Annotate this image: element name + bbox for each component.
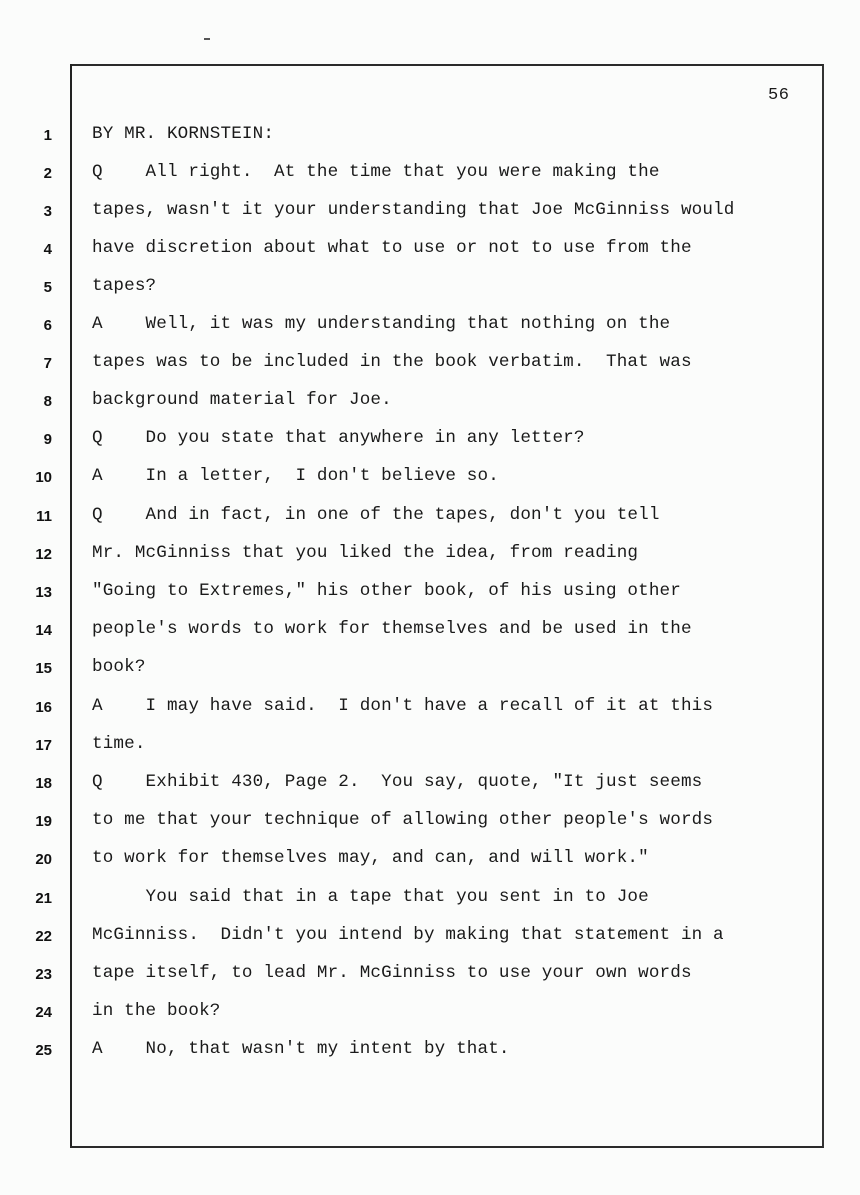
line-text: A I may have said. I don't have a recall of it at this: [92, 696, 714, 716]
line-number: 24: [35, 1004, 52, 1021]
transcript-line: [0, 238, 860, 279]
transcript-line: [0, 505, 860, 546]
line-number: 8: [43, 393, 52, 410]
transcript-line: [0, 772, 860, 813]
line-number: 14: [35, 622, 52, 639]
line-number: 21: [35, 890, 52, 907]
transcript-line: [0, 276, 860, 317]
line-text: "Going to Extremes," his other book, of his using other: [92, 581, 681, 601]
line-text: McGinniss. Didn't you intend by making that statement in a: [92, 925, 724, 945]
line-text: tapes?: [92, 276, 157, 296]
transcript-line: [0, 925, 860, 966]
line-number: 15: [35, 660, 52, 677]
line-number: 12: [35, 546, 52, 563]
transcript-line: [0, 466, 860, 507]
line-text: tapes was to be included in the book verbatim. That was: [92, 352, 692, 372]
line-text: Mr. McGinniss that you liked the idea, from reading: [92, 543, 639, 563]
line-number: 25: [35, 1042, 52, 1059]
line-text: A No, that wasn't my intent by that.: [92, 1039, 510, 1059]
transcript-line: [0, 543, 860, 584]
line-number: 19: [35, 813, 52, 830]
transcript-line: [0, 162, 860, 203]
line-number: 20: [35, 851, 52, 868]
line-text: Q All right. At the time that you were making the: [92, 162, 660, 182]
transcript-line: [0, 657, 860, 698]
page-number: 56: [768, 86, 790, 105]
line-text: to work for themselves may, and can, and will work.": [92, 848, 649, 868]
transcript-line: [0, 124, 860, 165]
line-text: in the book?: [92, 1001, 221, 1021]
line-number: 7: [43, 355, 52, 372]
transcript-line: [0, 200, 860, 241]
line-text: book?: [92, 657, 146, 677]
line-text: people's words to work for themselves and be used in the: [92, 619, 692, 639]
transcript-line: [0, 1001, 860, 1042]
line-text: A Well, it was my understanding that nothing on the: [92, 314, 671, 334]
line-number: 22: [35, 928, 52, 945]
line-text: Q And in fact, in one of the tapes, don't you tell: [92, 505, 660, 525]
transcript-line: [0, 428, 860, 469]
line-number: 17: [35, 737, 52, 754]
line-text: time.: [92, 734, 146, 754]
transcript-line: [0, 734, 860, 775]
line-text: background material for Joe.: [92, 390, 392, 410]
transcript-line: [0, 1039, 860, 1080]
line-number: 6: [43, 317, 52, 334]
transcript-line: [0, 696, 860, 737]
transcript-line: [0, 810, 860, 851]
line-number: 13: [35, 584, 52, 601]
line-text: You said that in a tape that you sent in to Joe: [92, 887, 649, 907]
transcript-line: [0, 314, 860, 355]
line-number: 11: [36, 508, 52, 525]
line-number: 23: [35, 966, 52, 983]
line-text: have discretion about what to use or not to use from the: [92, 238, 692, 258]
line-text: tapes, wasn't it your understanding that Joe McGinniss would: [92, 200, 735, 220]
line-text: Q Exhibit 430, Page 2. You say, quote, "It just seems: [92, 772, 703, 792]
line-number: 3: [43, 203, 52, 220]
line-text: A In a letter, I don't believe so.: [92, 466, 499, 486]
transcript-line: [0, 887, 860, 928]
transcript-line: [0, 963, 860, 1004]
line-text: to me that your technique of allowing other people's words: [92, 810, 714, 830]
line-number: 1: [43, 127, 52, 144]
line-number: 5: [43, 279, 52, 296]
transcript-line: [0, 619, 860, 660]
line-number: 2: [43, 165, 52, 182]
line-number: 10: [35, 469, 52, 486]
line-number: 18: [35, 775, 52, 792]
transcript-line: [0, 848, 860, 889]
line-text: Q Do you state that anywhere in any letter?: [92, 428, 585, 448]
line-number: 9: [43, 431, 52, 448]
transcript-line: [0, 390, 860, 431]
line-text: BY MR. KORNSTEIN:: [92, 124, 275, 144]
line-number: 4: [43, 241, 52, 258]
transcript-line: [0, 581, 860, 622]
line-number: 16: [35, 699, 52, 716]
transcript-line: [0, 352, 860, 393]
line-text: tape itself, to lead Mr. McGinniss to use your own words: [92, 963, 692, 983]
scan-artifact: [204, 38, 210, 40]
